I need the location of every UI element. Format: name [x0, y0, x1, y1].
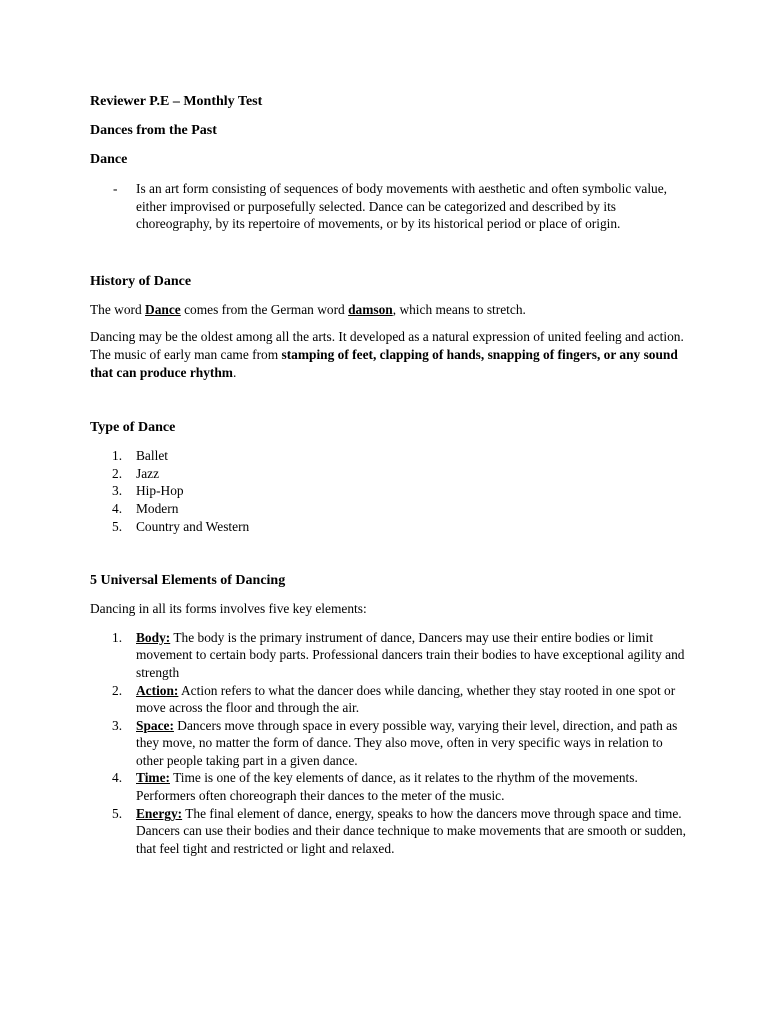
list-number: 2.	[112, 682, 123, 698]
types-list	[90, 447, 690, 535]
dance-heading: Dance	[90, 152, 128, 167]
history-p1-text: The word	[90, 301, 146, 317]
list-item	[90, 482, 690, 500]
list-number: 4.	[112, 500, 123, 516]
list-item	[90, 805, 690, 858]
list-item-label: Country and Western	[136, 518, 250, 534]
history-paragraph-1	[90, 301, 690, 319]
list-item	[90, 682, 690, 717]
list-number: 1.	[112, 629, 123, 645]
list-number: 4.	[112, 770, 123, 786]
list-number: 1.	[112, 448, 123, 464]
document-page	[90, 93, 690, 857]
element-term: Energy:	[136, 805, 183, 821]
list-number: 3.	[112, 717, 123, 733]
document-subtitle: Dances from the Past	[90, 123, 217, 138]
history-heading: History of Dance	[90, 273, 192, 289]
dance-definition	[90, 180, 690, 233]
list-item	[90, 518, 690, 536]
list-item	[90, 717, 690, 770]
list-item-label: Ballet	[136, 448, 168, 464]
element-term: Time:	[136, 770, 170, 786]
list-item	[90, 465, 690, 483]
word-dance: Dance	[145, 301, 181, 317]
element-description: Action refers to what the dancer does while dancing, whether they stay rooted in one spot or move across the floor and through the air.	[136, 682, 676, 716]
element-description: The body is the primary instrument of dance, Dancers may use their entire bodies or limit movement to certain body parts. Professional dancers train their bodies to have exceptional agility and strength	[136, 629, 685, 680]
list-item-label: Hip-Hop	[136, 483, 184, 499]
history-p1-text: , which means to stretch.	[392, 301, 526, 317]
types-heading: Type of Dance	[90, 420, 176, 436]
elements-intro: Dancing in all its forms involves five key elements:	[90, 601, 367, 617]
history-p2-text: .	[232, 364, 237, 380]
element-term: Space:	[136, 717, 174, 733]
element-term: Body:	[136, 629, 171, 645]
word-origin: damson	[348, 301, 393, 317]
element-term: Action:	[136, 682, 179, 698]
list-item	[90, 769, 690, 804]
rhythm-sources: stamping of feet, clapping of hands, snapping of fingers, or any sound that can produce rhythm	[90, 346, 678, 380]
list-item-label: Modern	[136, 500, 179, 516]
history-p2-text: Dancing may be the oldest among all the arts. It developed as a natural expression of united feeling and action. The music of early man came from	[90, 329, 684, 362]
dash-bullet: -	[113, 181, 118, 196]
list-item	[90, 500, 690, 518]
list-number: 5.	[112, 518, 123, 534]
list-number: 3.	[112, 483, 123, 499]
list-item-label: Jazz	[136, 465, 160, 481]
element-description: Dancers move through space in every possible way, varying their level, direction, and path as they move, no matter the form of dance. They also move, often in very specific ways in relation to other people taking part in a given dance.	[136, 717, 678, 768]
document-title: Reviewer P.E – Monthly Test	[90, 94, 263, 109]
list-item	[90, 447, 690, 465]
element-description: The final element of dance, energy, speaks to how the dancers move through space and time. Dancers can use their bodies and their dance technique to make movements that are smooth or sudden, that feel tight and restricted or light and relaxed.	[136, 805, 686, 856]
list-item	[90, 629, 690, 682]
history-paragraph-2	[90, 328, 690, 381]
dance-definition-text: Is an art form consisting of sequences of body movements with aesthetic and often symbolic value, either improvised or purposefully selected. Dance can be categorized and described by its choreography, by its repertoire of movements, or by its historical period or place of origin.	[136, 181, 668, 232]
elements-list	[90, 629, 690, 858]
element-description: Time is one of the key elements of dance, as it relates to the rhythm of the movements. Performers often choreograph their dances to the meter of the music.	[136, 770, 638, 804]
elements-heading: 5 Universal Elements of Dancing	[90, 573, 286, 589]
list-number: 5.	[112, 805, 123, 821]
history-p1-text: comes from the German word	[180, 301, 349, 317]
list-number: 2.	[112, 465, 123, 481]
dance-definition-list	[90, 180, 690, 233]
